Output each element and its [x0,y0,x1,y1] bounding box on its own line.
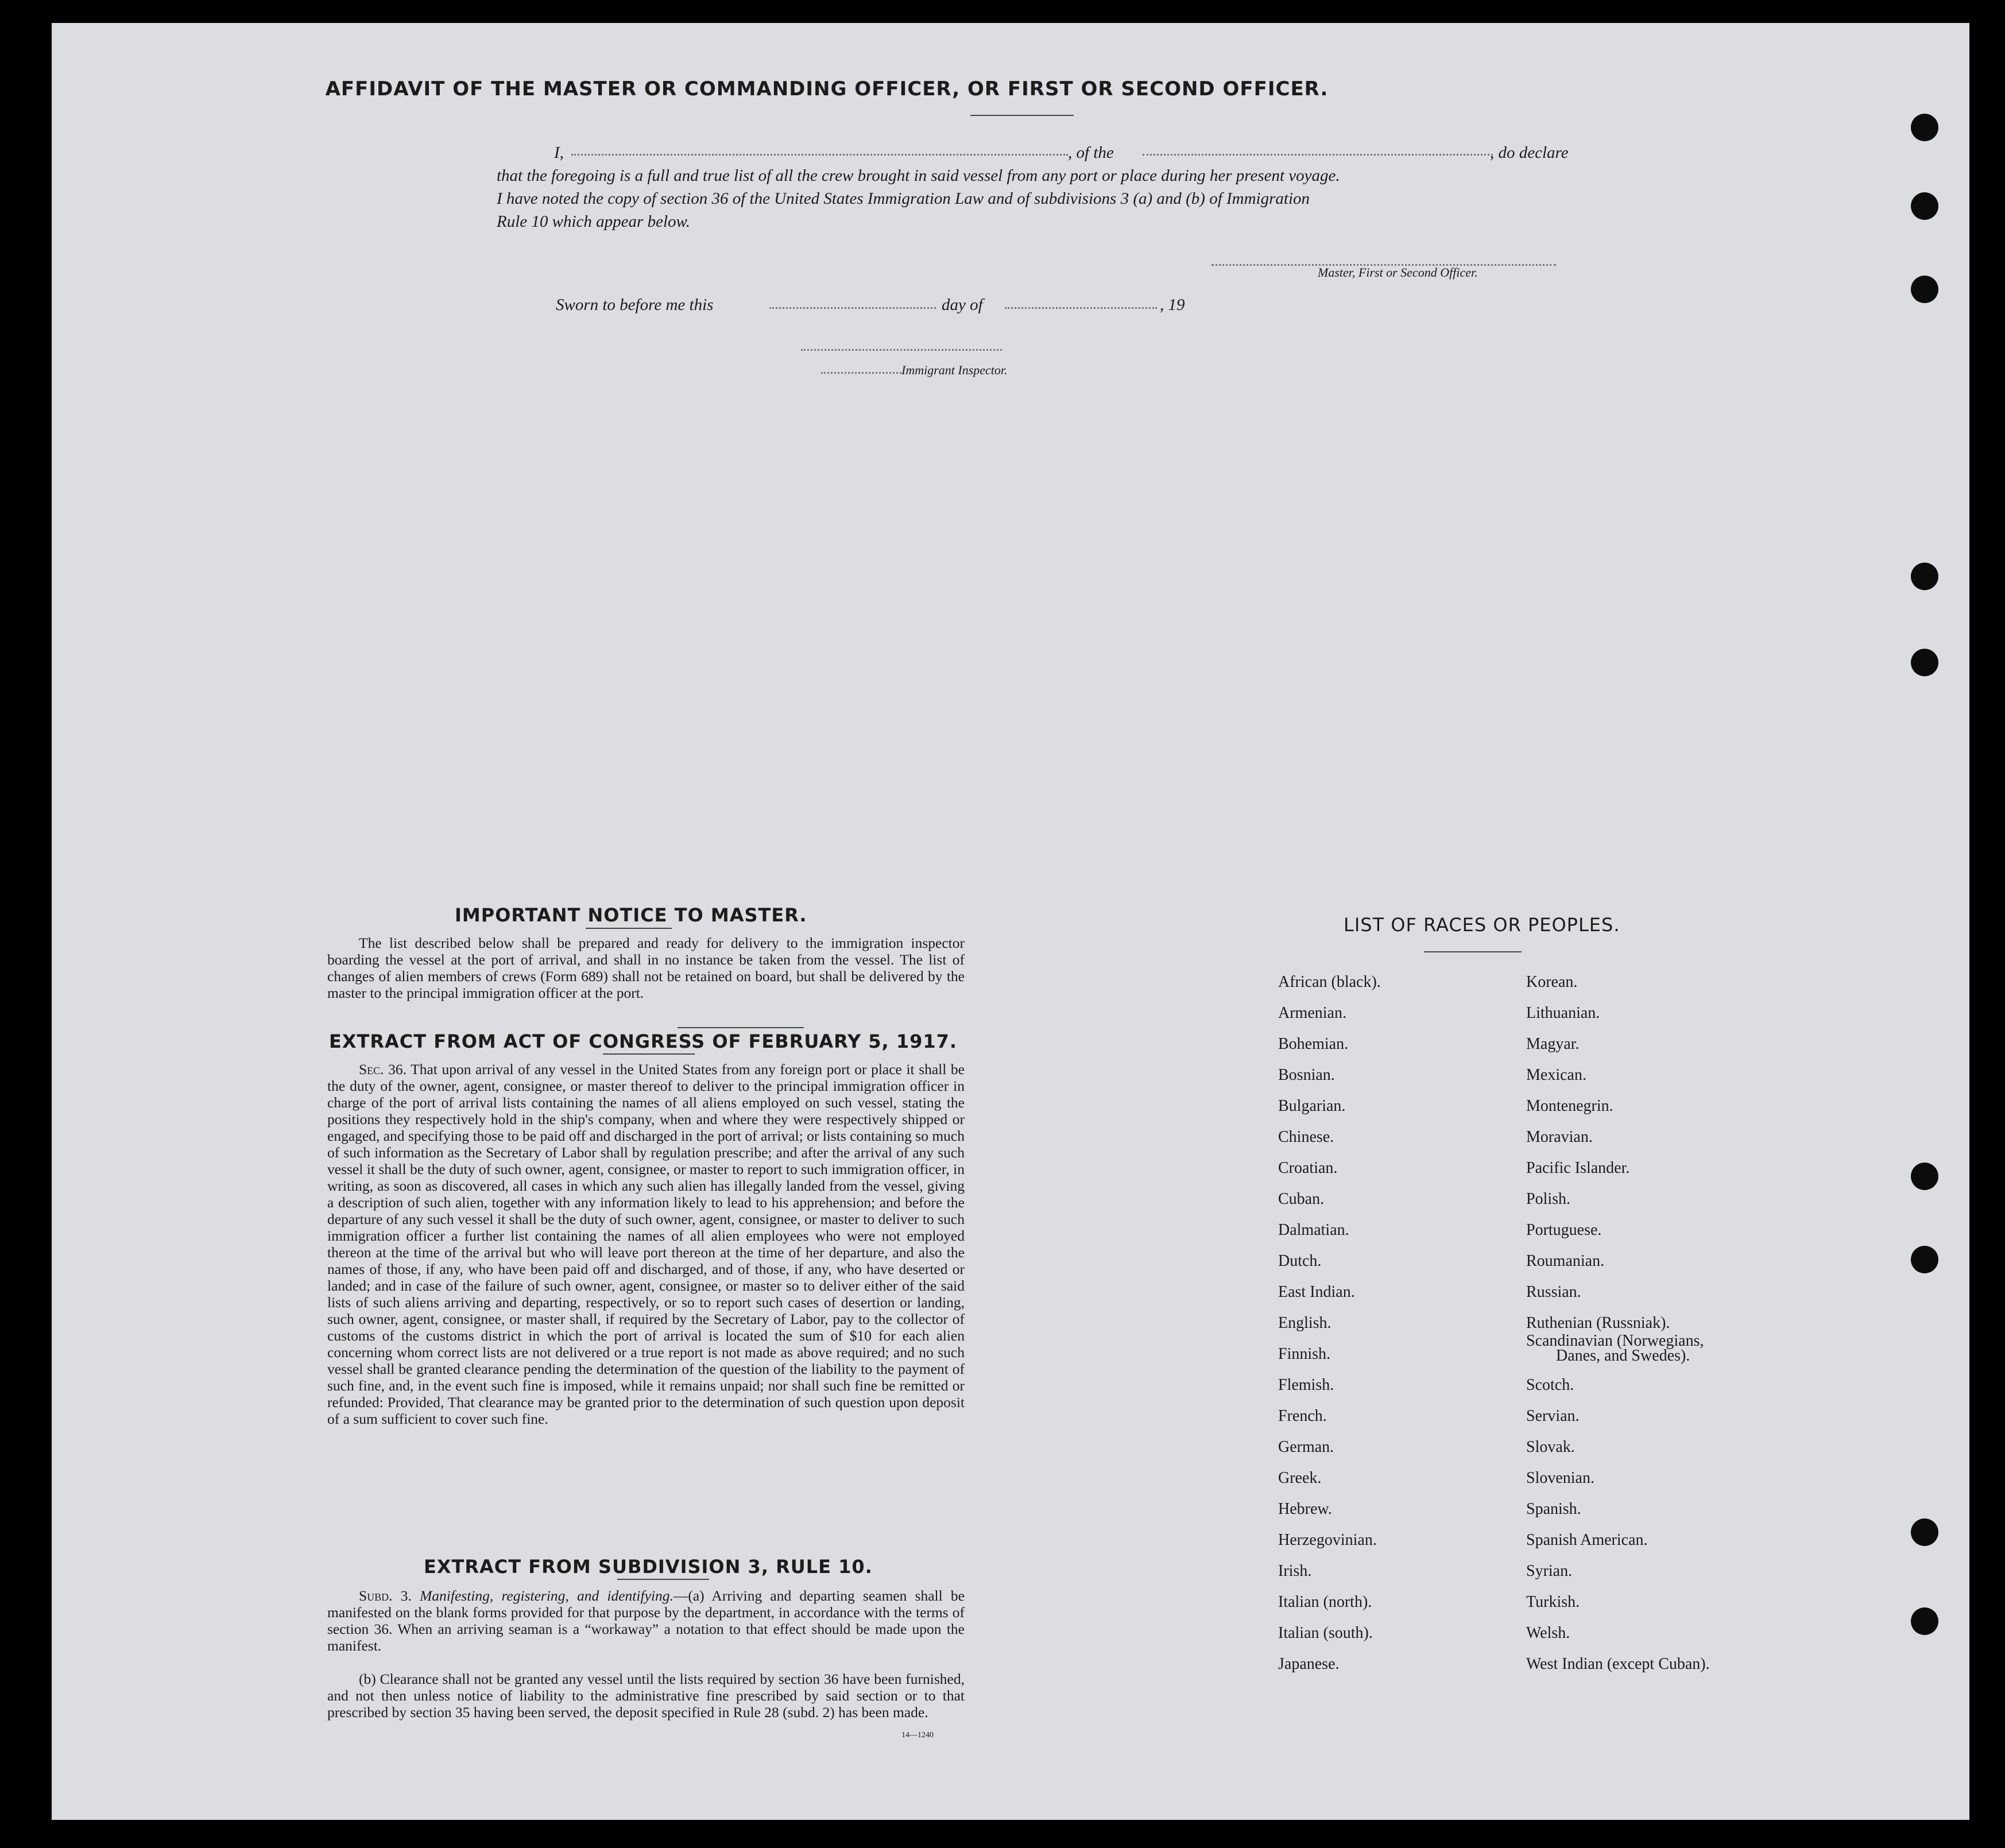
inspector-label: Immigrant Inspector. [901,363,1008,377]
race-item: East Indian. [1278,1283,1355,1301]
subd-heading: Manifesting, registering, and identifying. [420,1587,674,1604]
act-section-36-text [327,1061,965,1427]
race-item: Hebrew. [1278,1500,1332,1518]
race-item: Turkish. [1526,1593,1580,1611]
of-the-label: , of the [1068,144,1114,162]
notice-divider [678,1027,804,1028]
race-item: African (black). [1278,973,1381,991]
race-item: Chinese. [1278,1128,1334,1146]
notice-body: The list described below shall be prepared and ready for delivery to the immigration inspector boarding the vessel at the port of arrival, and shall in no instance be taken from the vessel. The list of changes of alien members of crews (Form 689) shall not be retained on board, but shall be delivered by the master to the principal immigration officer at the port. [327,935,965,1001]
race-item: Bosnian. [1278,1066,1335,1084]
rule-para-b: (b) Clearance shall not be granted any vessel until the lists required by section 36 have been furnished, and not then unless notice of liability to the administrative fine prescribed by said section or to that prescribed by section 35 having been served, the deposit specified in Rule 28 (subd. 2) has been made. [327,1671,965,1721]
races-title: LIST OF RACES OR PEOPLES. [1344,914,1620,936]
race-item: Dalmatian. [1278,1221,1349,1239]
race-item: Flemish. [1278,1376,1334,1394]
binder-hole [1911,563,1938,590]
race-item: Moravian. [1526,1128,1593,1146]
master-signature-label: Master, First or Second Officer. [1318,265,1478,280]
form-number: 14—1240 [901,1731,934,1739]
race-item: Syrian. [1526,1562,1573,1580]
day-of-label: day of [942,296,983,314]
binder-hole [1911,114,1938,141]
race-item: Greek. [1278,1469,1322,1487]
race-item: Bohemian. [1278,1035,1349,1053]
race-item: Japanese. [1278,1655,1340,1673]
rule-para-a [327,1587,965,1654]
race-item: French. [1278,1407,1327,1425]
rule-extract-title: EXTRACT FROM SUBDIVISION 3, RULE 10. [424,1556,873,1578]
year-label: , 19 [1160,296,1185,314]
race-item: Finnish. [1278,1345,1331,1363]
race-item: Dutch. [1278,1252,1322,1270]
do-declare-label: , do declare [1490,144,1569,162]
race-item: Italian (north). [1278,1593,1372,1611]
race-item: Scandinavian (Norwegians, [1526,1332,1704,1350]
race-item: Italian (south). [1278,1624,1373,1642]
sworn-month-field[interactable] [1005,307,1157,309]
race-item: Lithuanian. [1526,1004,1600,1022]
declaration-line: Rule 10 which appear below. [497,212,690,231]
vessel-name-field[interactable] [1143,154,1493,156]
inspector-signature-field[interactable] [801,349,1002,351]
race-item: West Indian (except Cuban). [1526,1655,1710,1673]
subd-label: Subd. 3. [359,1587,412,1604]
race-item: Slovak. [1526,1438,1575,1456]
race-item: Servian. [1526,1407,1580,1425]
declarant-name-field[interactable] [571,154,1068,156]
subd-para-a-text: —(a) Arriving and departing seamen shall be manifested on the blank forms provided for that purpose by the department, in accordance with the terms of section 36. When an arriving seaman is a “workaway” a notation to that effect should be made upon the manifest. [327,1587,965,1654]
race-item: Polish. [1526,1190,1571,1208]
section-label: Sec. 36. [359,1061,407,1078]
declarant-label: I, [554,144,564,162]
title-underline [970,115,1074,116]
act-underline [603,1053,695,1055]
act-extract-title: EXTRACT FROM ACT OF CONGRESS OF FEBRUARY 5, 1917. [329,1030,958,1052]
race-item: German. [1278,1438,1334,1456]
races-underline [1424,951,1522,952]
notice-title: IMPORTANT NOTICE TO MASTER. [455,904,807,926]
affidavit-title: AFFIDAVIT OF THE MASTER OR COMMANDING OFFICER, OR FIRST OR SECOND OFFICER. [325,78,1329,100]
race-item: Magyar. [1526,1035,1580,1053]
declaration-line: I have noted the copy of section 36 of the United States Immigration Law and of subdivisions 3 (a) and (b) of Immigration [497,189,1310,208]
notice-underline [586,928,672,929]
race-item: Roumanian. [1526,1252,1605,1270]
race-item: Slovenian. [1526,1469,1594,1487]
race-item: Herzegovinian. [1278,1531,1377,1549]
form-sheet [52,23,1969,1820]
inspector-signature-field[interactable] [821,372,901,374]
binder-hole [1911,1607,1938,1635]
binder-hole [1911,1246,1938,1273]
race-item: Irish. [1278,1562,1312,1580]
section-body: That upon arrival of any vessel in the United States from any foreign port or place it shall be the duty of the owner, agent, consignee, or master thereof to deliver to the principal immigration officer in charge of the port of arrival lists containing the names of all aliens employed on such vessel, stating the positions they respectively hold in the ship's company, when and where they were respectively shipped or engaged, and specifying those to be paid off and discharged in the port of arrival; or lists containing so much of such information as the Secretary of Labor shall by regulation prescribe; and after the arrival of any such vessel it shall be the duty of such owner, agent, consignee, or master to report to such immigration officer, in writing, as soon as discovered, all cases in which any such alien has illegally landed from the vessel, giving a description of such alien, together with any information likely to lead to his apprehension; and before the departure of any such vessel it shall be the duty of such owner, agent, consignee, or master to deliver to such immigration officer a further list containing the names of all alien employees who were not employed thereon at the time of the arrival but who will leave port thereon at the time of her departure, and also the names of those, if any, who have been paid off and discharged, and of those, if any, who have deserted or landed; and in case of the failure of such owner, agent, consignee, or master so to deliver either of the said lists of such aliens arriving and departing, respectively, or so to report such cases of desertion or landing, such owner, agent, consignee, or master shall, if required by the Secretary of Labor, pay to the collector of customs of the customs district in which the port of arrival is located the sum of $10 for each alien concerning whom correct lists are not delivered or a true report is not made as above required; and no such vessel shall be granted clearance pending the determination of the question of the liability to the payment of such fine, and, in the event such fine is imposed, while it remains unpaid; nor shall such fine be remitted or refunded: Provided, That clearance may be granted prior to the determination of such question upon deposit of a sum sufficient to cover such fine. [327,1061,965,1427]
race-item: Cuban. [1278,1190,1325,1208]
race-item: Armenian. [1278,1004,1346,1022]
race-item: Spanish American. [1526,1531,1648,1549]
race-item: Bulgarian. [1278,1097,1346,1115]
race-item: Welsh. [1526,1624,1570,1642]
race-item: Korean. [1526,973,1578,991]
race-item: Spanish. [1526,1500,1581,1518]
race-item: Pacific Islander. [1526,1159,1630,1177]
binder-hole [1911,1518,1938,1546]
race-item: Montenegrin. [1526,1097,1613,1115]
race-item: Mexican. [1526,1066,1586,1084]
sworn-label: Sworn to before me this [556,296,714,314]
race-item-continuation: Danes, and Swedes). [1556,1347,1690,1365]
binder-hole [1911,1163,1938,1190]
binder-hole [1911,649,1938,676]
declaration-line: that the foregoing is a full and true list of all the crew brought in said vessel from any port or place during her present voyage. [497,166,1340,185]
race-item: Russian. [1526,1283,1581,1301]
binder-hole [1911,276,1938,303]
race-item: Croatian. [1278,1159,1338,1177]
race-item: English. [1278,1314,1331,1332]
sworn-day-field[interactable] [769,307,936,309]
rule-underline [617,1579,709,1580]
race-item: Scotch. [1526,1376,1574,1394]
race-item: Ruthenian (Russniak). [1526,1314,1670,1332]
binder-hole [1911,192,1938,220]
race-item: Portuguese. [1526,1221,1602,1239]
